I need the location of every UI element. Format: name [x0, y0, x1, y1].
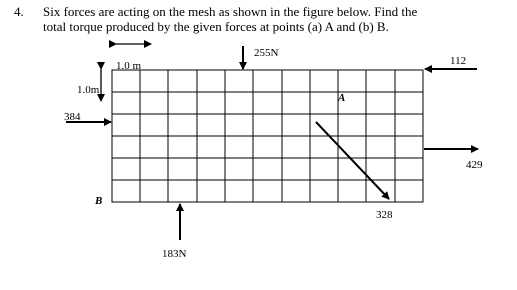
force-label-top: 255N	[254, 47, 279, 59]
force-arrow-diagonal	[316, 122, 389, 199]
force-label-bottom: 183N	[162, 248, 187, 260]
mesh-grid	[112, 70, 423, 202]
force-label-diagonal: 328	[376, 209, 393, 221]
force-label-right: 429	[466, 159, 483, 171]
point-a-label: A	[338, 92, 346, 104]
point-b-label: B	[95, 195, 103, 207]
problem-text-line-1: Six forces are acting on the mesh as shown in the figure below. Find the	[43, 4, 418, 19]
problem-text-line-2: total torque produced by the given forces at points (a) A and (b) B.	[43, 19, 389, 34]
force-label-top-right: 112	[450, 55, 467, 67]
problem-number: 4.	[14, 4, 24, 19]
scale-x-label: 1.0 m	[116, 60, 142, 72]
scale-y-label: 1.0m	[77, 84, 100, 96]
force-label-left: 384	[64, 111, 81, 123]
